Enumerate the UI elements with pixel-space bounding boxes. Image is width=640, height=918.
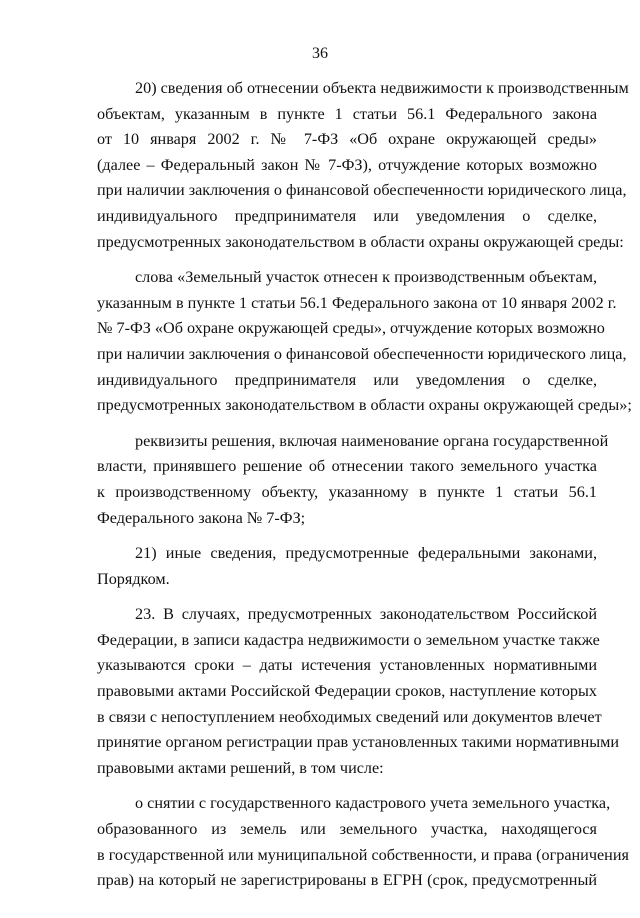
text-line: объектам, указанным в пункте 1 статьи 56.1 Федерального закона: [97, 104, 597, 123]
text-line: прав) на который не зарегистрированы в ЕГРН (срок, предусмотренный: [97, 871, 597, 890]
page-number: 36: [312, 45, 328, 62]
text-line: при наличии заключения о финансовой обеспеченности юридического лица,: [97, 181, 627, 200]
text-line: 20) сведения об отнесении объекта недвижимости к производственным: [135, 79, 629, 97]
text-line: индивидуального предпринимателя или уведомления о сделке,: [97, 370, 597, 389]
text-line: 21) иные сведения, предусмотренные федеральными законами,: [135, 544, 597, 563]
text-line: предусмотренных законодательством в области охраны окружающей среды:: [97, 232, 624, 251]
text-line: предусмотренных законодательством в области охраны окружающей среды»;: [97, 396, 632, 415]
text-line: № 7-ФЗ «Об охране окружающей среды», отчуждение которых возможно: [97, 319, 605, 338]
paragraph-item-20: [97, 76, 629, 255]
text-line: к производственному объекту, указанному в пункте 1 статьи 56.1: [97, 482, 597, 501]
text-line: Федерального закона № 7-ФЗ;: [97, 508, 306, 527]
text-line: в государственной или муниципальной собственности, и права (ограничения: [97, 845, 629, 864]
text-line: указанным в пункте 1 статьи 56.1 Федерального закона от 10 января 2002 г.: [97, 293, 617, 312]
text-line: (далее – Федеральный закон № 7-ФЗ), отчуждение которых возможно: [97, 155, 597, 174]
paragraph-item-23: [97, 602, 620, 781]
text-line: власти, принявшего решение об отнесении такого земельного участка: [97, 457, 597, 476]
text-line: правовыми актами решений, в том числе:: [97, 758, 384, 777]
document-body: [97, 76, 632, 904]
paragraph-item-21: [97, 541, 597, 592]
text-line: Федерации, в записи кадастра недвижимости о земельном участке также: [97, 630, 600, 649]
text-line: от 10 января 2002 г. № 7-ФЗ «Об охране окружающей среды»: [97, 130, 597, 149]
paragraph-requisites-clause: [97, 429, 609, 531]
paragraph-removal-clause: [97, 791, 629, 893]
text-line: Порядком.: [97, 569, 170, 588]
text-line: реквизиты решения, включая наименование органа государственной: [135, 431, 609, 450]
text-line: о снятии с государственного кадастрового учета земельного участка,: [135, 794, 611, 813]
paragraph-words-clause: [97, 265, 632, 419]
text-line: правовыми актами Российской Федерации сроков, наступление которых: [97, 682, 597, 701]
text-line: индивидуального предпринимателя или уведомления о сделке,: [97, 206, 597, 225]
text-line: в связи с непоступлением необходимых сведений или документов влечет: [97, 707, 602, 726]
text-line: при наличии заключения о финансовой обеспеченности юридического лица,: [97, 344, 627, 363]
text-line: образованного из земель или земельного участка, находящегося: [97, 820, 597, 839]
text-line: принятие органом регистрации прав установленных такими нормативными: [97, 733, 620, 752]
text-line: слова «Земельный участок отнесен к производственным объектам,: [135, 268, 597, 287]
text-line: указываются сроки – даты истечения установленных нормативными: [97, 656, 597, 675]
text-line: 23. В случаях, предусмотренных законодательством Российской: [135, 605, 597, 624]
